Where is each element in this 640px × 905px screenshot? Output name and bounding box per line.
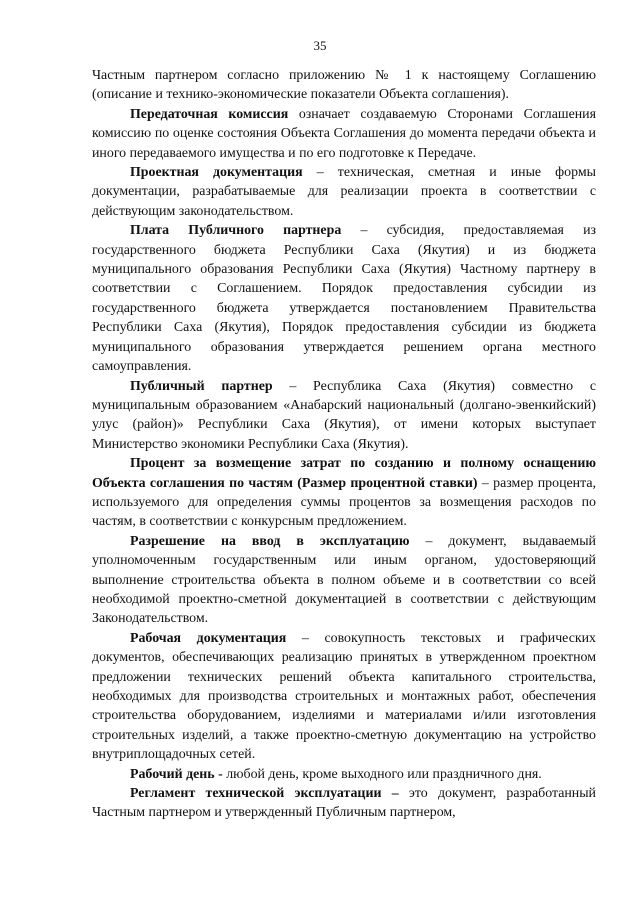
paragraph-continuation: [92, 66, 596, 105]
definition-text: – размер процента, используемого для определения суммы процентов за возмещения расходов по частям, в соответствии с конкурсным предложением.: [92, 475, 596, 530]
definition-commissioning-permit: [92, 532, 596, 629]
definition-text: – совокупность текстовых и графических документов, обеспечивающих реализацию принятых в утвержденном проектном предложении технических решений объекта капитального строительства, необходимых для производства строительных и монтажных работ, обеспечения строительства оборудованием, изделиями и материалами и/или изготовления строительных изделий, а также проектно-сметную документацию на устройство внутриплощадочных сетей.: [92, 630, 596, 763]
definition-term: Регламент технической эксплуатации –: [130, 786, 399, 802]
definition-text: это документ, разработанный Частным партнером и утвержденный Публичным партнером,: [92, 786, 596, 821]
definition-term: Процент за возмещение затрат по созданию и полному оснащению Объекта соглашения по частям (Размер процентной ставки): [92, 456, 596, 491]
definition-technical-operation-regulations: [92, 784, 596, 823]
page-number: 35: [313, 38, 327, 53]
definition-term: Рабочий день -: [130, 766, 223, 782]
definition-transfer-commission: [92, 105, 596, 163]
definition-text: любой день, кроме выходного или праздничного дня.: [222, 766, 542, 782]
definition-project-documentation: [92, 163, 596, 221]
definition-interest-rate: [92, 454, 596, 532]
definition-public-partner: [92, 377, 596, 455]
definition-text: – Республика Саха (Якутия) совместно с муниципальным образованием «Анабарский национальный (долгано-эвенкийский) улус (район)» Республики Саха (Якутия), от имени которых выступает Министерство экономики Республики Саха (Якутия).: [92, 378, 596, 452]
definition-term: Разрешение на ввод в эксплуатацию: [130, 533, 410, 549]
definition-term: Передаточная комиссия: [130, 106, 289, 122]
definition-working-documentation: [92, 629, 596, 765]
definition-text: – документ, выдаваемый уполномоченным государственным или иным органом, удостоверяющий выполнение строительства объекта в полном объеме и в соответствии со всей необходимой проектно-сметной документацией в соответствии с действующим Законодательством.: [92, 533, 596, 627]
paragraph-text: Частным партнером согласно приложению № 1 к настоящему Соглашению (описание и технико-экономические показатели Объекта соглашения).: [92, 68, 596, 103]
definition-working-day: [92, 765, 596, 784]
definition-term: Публичный партнер: [130, 378, 273, 394]
definition-term: Плата Публичного партнера: [130, 223, 342, 239]
definition-text: – техническая, сметная и иные формы документации, разрабатываемые для реализации проекта в соответствии с действующим законодательством.: [92, 165, 596, 219]
document-body: [92, 66, 596, 823]
definition-public-partner-payment: [92, 221, 596, 376]
definition-text: – субсидия, предоставляемая из государственного бюджета Республики Саха (Якутия) и из бюджета муниципального образования Республики Саха (Якутия) Частному партнеру в соответствии с Соглашением. Порядок предоставления субсидии из государственного бюджета утверждается постановлением Правительства Республики Саха (Якутия), Порядок предоставления субсидии из бюджета муниципального образования утверждается решением органа местного самоуправления.: [92, 223, 597, 375]
definition-term: Проектная документация: [130, 165, 303, 181]
definition-term: Рабочая документация: [130, 630, 287, 646]
definition-text: означает создаваемую Сторонами Соглашения комиссию по оценке состояния Объекта Соглашения до момента передачи объекта и иного передаваемого имущества и по его подготовке к Передаче.: [92, 106, 596, 161]
